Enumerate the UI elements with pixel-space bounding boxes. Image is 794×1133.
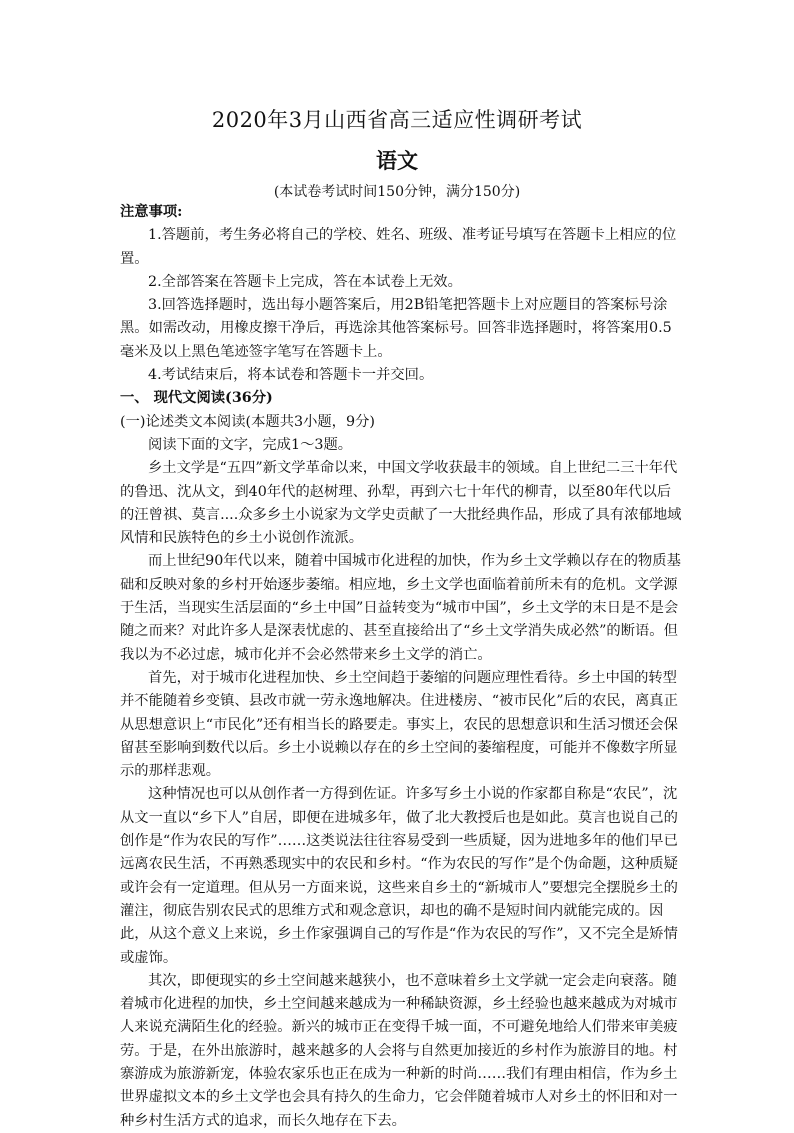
exam-time-info: (本试卷考试时间150分钟，满分150分) [273, 184, 521, 200]
article-paragraph-1: 乡土文学是“五四”新文学革命以来，中国文学收获最丰的领域。自上世纪二三十年代的鲁迅、沈从文，到40年代的赵树理、孙犁，再到六七十年代的柳青，以至80年代以后的汪曾祺、莫言....众多乡土小说家为文学史贡献了一大批经典作品，形成了具有浓郁地域风情和民族特色的乡土小说创作流派。 [120, 460, 682, 547]
subject-title: 语文 [376, 148, 418, 173]
exam-title: 2020年3月山西省高三适应性调研考试 [211, 108, 583, 132]
article-paragraph-3: 首先，对于城市化进程加快、乡土空间趋于萎缩的问题应理性看待。乡土中国的转型并不能随着乡变镇、县改市就一劳永逸地解决。住进楼房、“被市民化”后的农民，离真正从思想意识上“市民化”还有相当长的路要走。事实上，农民的思想意识和生活习惯还会保留甚至影响到数代以后。乡土小说赖以存在的乡土空间的萎缩程度，可能并不像数字所显示的那样悲观。 [120, 669, 678, 780]
article-paragraph-2: 而上世纪90年代以来，随着中国城市化进程的加快，作为乡土文学赖以存在的物质基础和反映对象的乡村开始逐步萎缩。相应地，乡土文学也面临着前所未有的危机。文学源于生活，当现实生活层面的“乡土中国”日益转变为“城市中国”，乡土文学的末日是不是会随之而来？对此许多人是深表忧虑的、甚至直接给出了“乡土文学消失成必然”的断语。但我以为不必过虑，城市化并不会必然带来乡土文学的消亡。 [120, 553, 681, 663]
notice-item-3: 3.回答选择题时，选出每小题答案后，用2B铅笔把答题卡上对应题目的答案标号涂黑。如需改动，用橡皮擦干净后，再选涂其他答案标号。回答非选择题时，将答案用0.5毫米及以上黑色笔迹签字笔写在答题卡上。 [120, 297, 672, 360]
notice-heading: 注意事项: [120, 204, 183, 220]
reading-instruction: 阅读下面的文字，完成1～3题。 [148, 436, 353, 453]
notice-item-2: 2.全部答案在答题卡上完成，答在本试卷上无效。 [148, 273, 462, 290]
section-heading: 一、 现代文阅读(36分) [120, 390, 273, 407]
notice-item-1: 1.答题前，考生务必将自己的学校、姓名、班级、准考证号填写在答题卡上相应的位置。 [120, 227, 677, 267]
section-subheading: (一)论述类文本阅读(本题共3小题，9分) [120, 413, 375, 430]
exam-body [120, 201, 682, 1133]
article-paragraph-4: 这种情况也可以从创作者一方得到佐证。许多写乡土小说的作家都自称是“农民”，沈从文一直以“乡下人”自居，即便在进城多年，做了北大教授后也是如此。莫言也说自己的创作是“作为农民的写作”……这类说法往往容易受到一些质疑，因为进地多年的他们早已远离农民生活，不再熟悉现实中的农民和乡村。“作为农民的写作”是个伪命题，这种质疑或许会有一定道理。但从另一方面来说，这些来自乡土的“新城市人”要想完全摆脱乡土的灌注，彻底告别农民式的思维方式和观念意识，却也的确不是短时间内就能完成的。因此，从这个意义上来说，乡土作家强调自己的写作是“作为农民的写作”，又不完全是矫情或虚饰。 [120, 786, 678, 966]
article-paragraph-5: 其次，即便现实的乡土空间越来越狭小，也不意味着乡土文学就一定会走向衰落。随着城市化进程的加快，乡土空间越来越成为一种稀缺资源，乡土经验也越来越成为对城市人来说充满陌生化的经验。新兴的城市正在变得千城一面，不可避免地给人们带来审美疲劳。于是，在外出旅游时，越来越多的人会将与自然更加接近的乡村作为旅游目的地。村寨游成为旅游新宠，体验农家乐也正在成为一种新的时尚……我们有理由相信，作为乡土世界虚拟文本的乡土文学也会具有持久的生命力，它会伴随着城市人对乡土的怀旧和对一种乡村生活方式的追求，而长久地存在下去。 [120, 972, 678, 1129]
notice-item-4: 4.考试结束后，将本试卷和答题卡一并交回。 [148, 367, 434, 384]
